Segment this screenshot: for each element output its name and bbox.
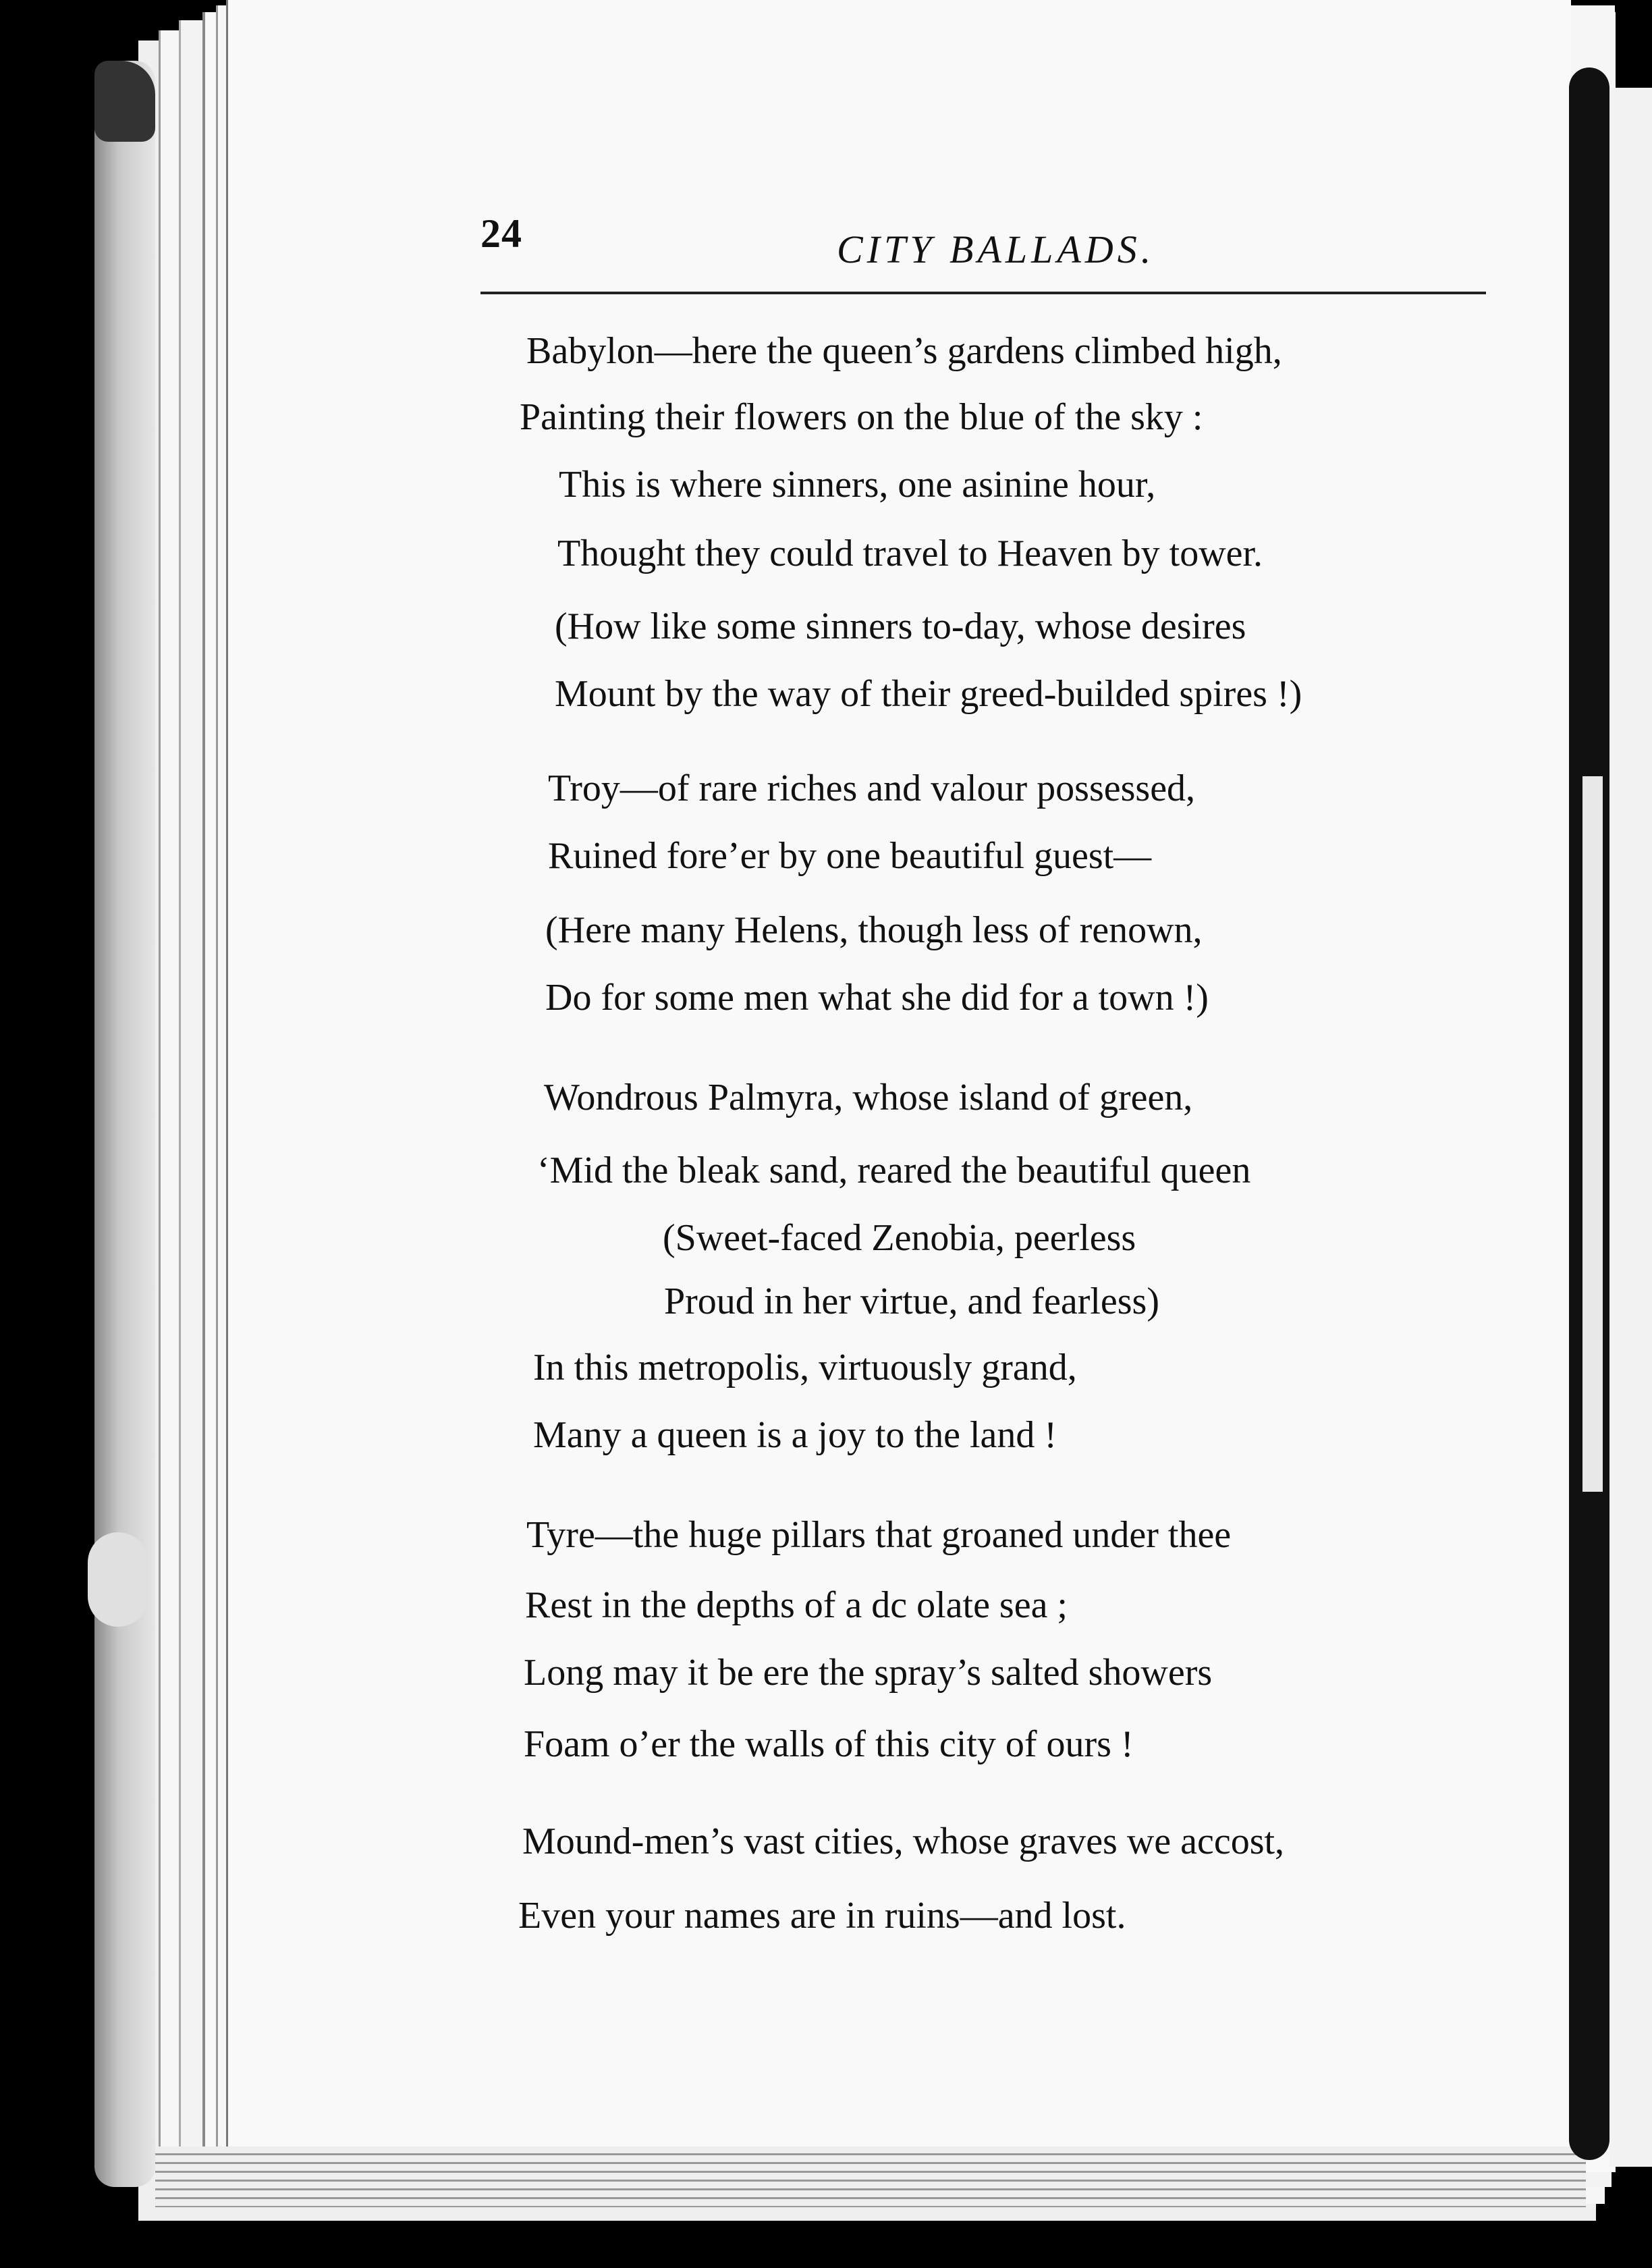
poem-line: Babylon—here the queen’s gardens climbed high, [526, 330, 1282, 372]
poem-line: This is where sinners, one asinine hour, [559, 464, 1156, 506]
poem-line: In this metropolis, virtuously grand, [533, 1347, 1077, 1388]
poem-line: (Here many Helens, though less of renown, [545, 909, 1203, 951]
poem-line: Tyre—the huge pillars that groaned under thee [526, 1514, 1232, 1556]
poem-line: Many a queen is a joy to the land ! [533, 1414, 1057, 1456]
poem-line: Long may it be ere the spray’s salted showers [524, 1652, 1213, 1694]
poem-line: Troy—of rare riches and valour possessed, [548, 767, 1196, 809]
page-edge-mark [88, 1532, 148, 1627]
page-edge-tear [94, 61, 155, 142]
facing-page-edge [1609, 88, 1652, 2167]
poem-line: ‘Mid the bleak sand, reared the beautiful queen [537, 1150, 1251, 1191]
page-edge-stain [94, 61, 155, 2187]
poem-line: Foam o’er the walls of this city of ours ! [524, 1723, 1134, 1765]
poem-line: Mound-men’s vast cities, whose graves we accost, [522, 1820, 1285, 1862]
poem-line: Wondrous Palmyra, whose island of green, [544, 1077, 1193, 1118]
poem-line: (Sweet-faced Zenobia, peerless [663, 1217, 1136, 1259]
poem-line: Even your names are in ruins—and lost. [518, 1895, 1126, 1937]
poem-line: Painting their flowers on the blue of the sky : [520, 396, 1203, 438]
poem-line: Ruined fore’er by one beautiful guest— [548, 835, 1152, 877]
binding-highlight [1582, 776, 1603, 1492]
page-number: 24 [480, 211, 522, 256]
poem-line: Mount by the way of their greed-builded spires !) [555, 673, 1302, 715]
running-head: CITY BALLADS. [837, 227, 1155, 271]
header-rule [480, 292, 1486, 294]
poem-line: Rest in the depths of a dc olate sea ; [525, 1584, 1068, 1626]
poem-line: Thought they could travel to Heaven by tower. [557, 533, 1263, 574]
poem-line: (How like some sinners to-day, whose desires [555, 605, 1246, 647]
poem-line: Proud in her virtue, and fearless) [664, 1280, 1159, 1322]
poem-line: Do for some men what she did for a town !) [545, 977, 1209, 1019]
bottom-page-edges [155, 2146, 1586, 2207]
